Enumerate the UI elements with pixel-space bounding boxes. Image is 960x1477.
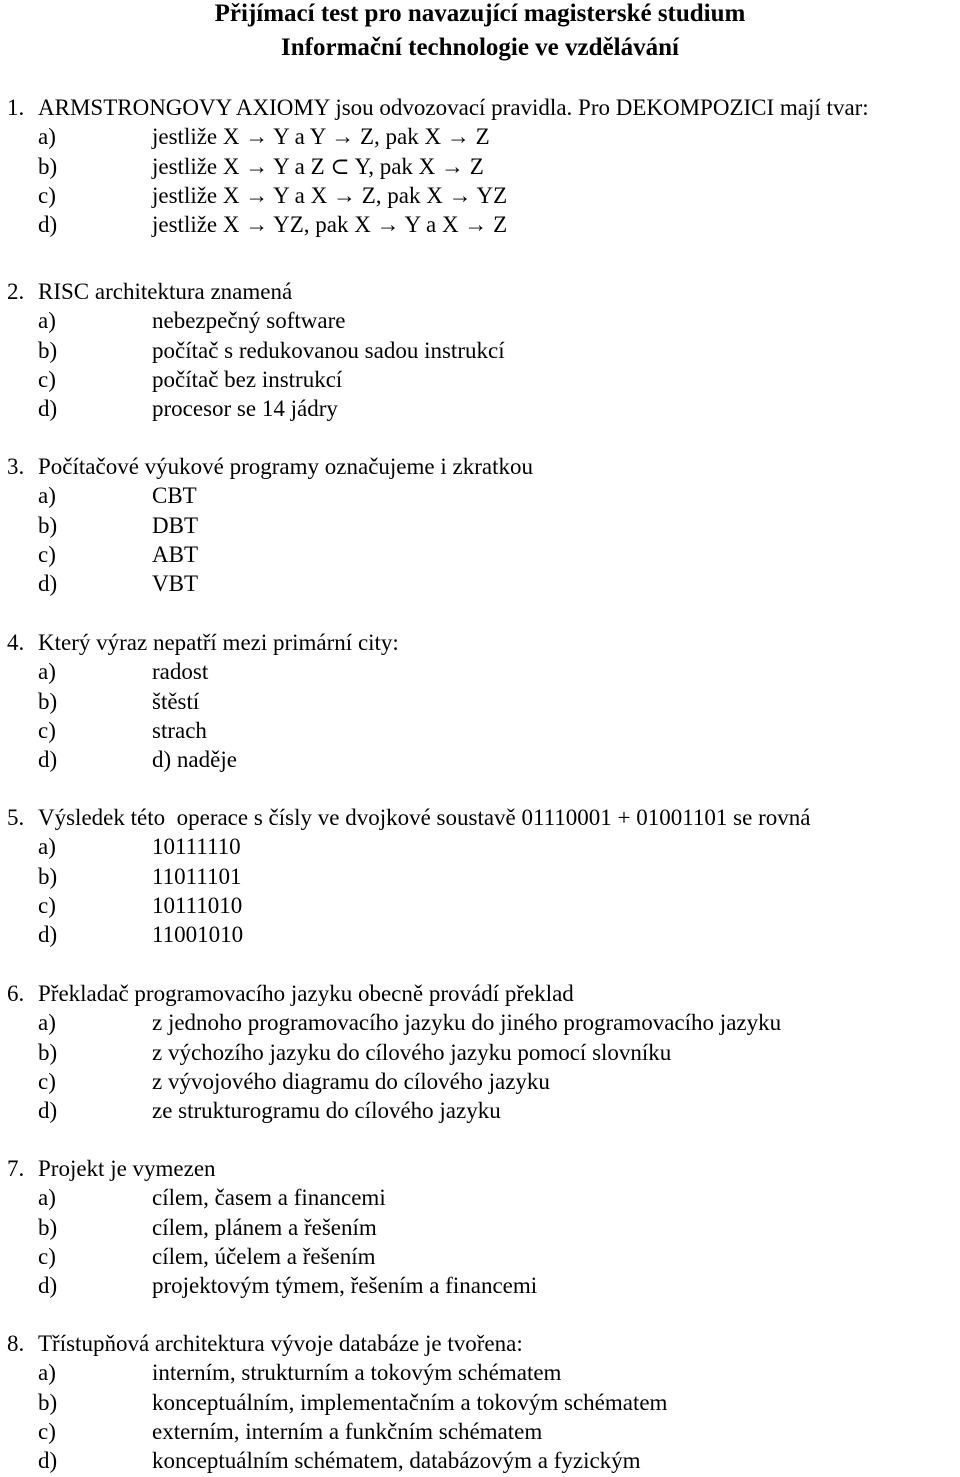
option-letter: d): [38, 747, 58, 773]
option-text: jestliže X → Y a Z ⊂ Y, pak X → Z: [152, 153, 484, 179]
page-subtitle: Informační technologie ve vzdělávání: [281, 34, 679, 61]
question-2: [0, 277, 960, 423]
question-stem: [0, 1329, 960, 1358]
option-letter: c): [38, 1243, 56, 1269]
question-text: Který výraz nepatří mezi primární city:: [38, 630, 399, 655]
option-text: CBT: [152, 483, 197, 509]
answer-option-d: [0, 1446, 960, 1475]
answer-option-a: [0, 657, 960, 686]
option-letter: b): [38, 337, 58, 363]
question-text: Výsledek této operace s čísly ve dvojkové soustavě 01110001 + 01001101 se rovná: [38, 805, 811, 830]
question-stem: [0, 628, 960, 657]
question-5: [0, 803, 960, 949]
option-text: štěstí: [152, 688, 200, 714]
question-text: Překladač programovacího jazyku obecně provádí překlad: [38, 981, 574, 1006]
option-text: DBT: [152, 512, 198, 538]
answer-option-c: [0, 540, 960, 569]
answer-option-c: [0, 1242, 960, 1271]
question-number: 7.: [7, 1156, 25, 1181]
question-text: RISC architektura znamená: [38, 279, 293, 304]
question-text: Projekt je vymezen: [38, 1156, 216, 1181]
option-letter: a): [38, 308, 56, 334]
answer-option-b: [0, 1388, 960, 1417]
option-letter: a): [38, 1185, 56, 1211]
answer-option-a: [0, 122, 960, 151]
answer-option-c: [0, 716, 960, 745]
option-text: 10111010: [152, 892, 243, 918]
question-stem: [0, 1154, 960, 1183]
answer-option-a: [0, 832, 960, 861]
option-text: počítač bez instrukcí: [152, 366, 343, 392]
option-text: nebezpečný software: [152, 308, 346, 334]
option-text: jestliže X → Y a X → Z, pak X → YZ: [152, 182, 508, 208]
option-letter: a): [38, 124, 56, 150]
answer-option-a: [0, 306, 960, 335]
answer-option-b: [0, 511, 960, 540]
option-letter: c): [38, 1418, 56, 1444]
page-title: Přijímací test pro navazující magisterské studium: [214, 0, 746, 27]
answer-option-a: [0, 1358, 960, 1387]
answer-option-c: [0, 1067, 960, 1096]
option-letter: b): [38, 1389, 58, 1415]
answer-option-c: [0, 891, 960, 920]
answer-option-b: [0, 336, 960, 365]
option-letter: d): [38, 1448, 58, 1474]
option-letter: a): [38, 483, 56, 509]
option-letter: b): [38, 1039, 58, 1065]
option-letter: a): [38, 1360, 56, 1386]
question-4: [0, 628, 960, 774]
question-number: 4.: [7, 630, 25, 655]
question-stem: [0, 979, 960, 1008]
option-text: jestliže X → Y a Y → Z, pak X → Z: [152, 124, 490, 150]
answer-option-c: [0, 1417, 960, 1446]
answer-option-a: [0, 1183, 960, 1212]
option-letter: d): [38, 571, 58, 597]
option-text: 11011101: [152, 863, 242, 889]
question-7: [0, 1154, 960, 1300]
option-letter: d): [38, 1273, 58, 1299]
option-letter: c): [38, 717, 56, 743]
option-letter: b): [38, 512, 58, 538]
answer-option-d: [0, 920, 960, 949]
option-text: cílem, časem a financemi: [152, 1185, 386, 1211]
answer-option-d: [0, 210, 960, 239]
option-letter: b): [38, 863, 58, 889]
option-text: cílem, účelem a řešením: [152, 1243, 376, 1269]
option-letter: c): [38, 892, 56, 918]
option-text: d) naděje: [152, 747, 237, 773]
answer-option-d: [0, 1271, 960, 1300]
option-letter: c): [38, 541, 56, 567]
option-text: jestliže X → YZ, pak X → Y a X → Z: [152, 212, 508, 238]
option-text: radost: [152, 659, 209, 685]
question-text: ARMSTRONGOVY AXIOMY jsou odvozovací pravidla. Pro DEKOMPOZICI mají tvar:: [38, 95, 869, 120]
option-letter: c): [38, 182, 56, 208]
option-text: cílem, plánem a řešením: [152, 1214, 377, 1240]
answer-option-c: [0, 181, 960, 210]
option-text: 10111110: [152, 834, 241, 860]
option-text: ze strukturogramu do cílového jazyku: [152, 1098, 501, 1124]
option-text: 11001010: [152, 922, 244, 948]
answer-option-d: [0, 745, 960, 774]
answer-option-b: [0, 1213, 960, 1242]
answer-option-b: [0, 687, 960, 716]
answer-option-b: [0, 1038, 960, 1067]
option-text: VBT: [152, 571, 198, 597]
question-number: 6.: [7, 981, 25, 1006]
question-number: 3.: [7, 454, 25, 479]
option-text: procesor se 14 jádry: [152, 396, 338, 422]
option-letter: b): [38, 1214, 58, 1240]
question-stem: [0, 277, 960, 306]
option-letter: d): [38, 922, 58, 948]
option-text: z vývojového diagramu do cílového jazyku: [152, 1068, 550, 1094]
question-8: [0, 1329, 960, 1475]
option-letter: a): [38, 1010, 56, 1036]
question-1: [0, 93, 960, 239]
answer-option-c: [0, 365, 960, 394]
option-letter: b): [38, 688, 58, 714]
option-text: strach: [152, 717, 207, 743]
question-3: [0, 452, 960, 598]
option-letter: d): [38, 396, 58, 422]
answer-option-d: [0, 1096, 960, 1125]
option-letter: c): [38, 1068, 56, 1094]
option-text: z jednoho programovacího jazyku do jiného programovacího jazyku: [152, 1010, 782, 1036]
answer-option-b: [0, 152, 960, 181]
option-text: počítač s redukovanou sadou instrukcí: [152, 337, 505, 363]
option-letter: a): [38, 834, 56, 860]
option-text: ABT: [152, 541, 198, 567]
option-text: konceptuálním, implementačním a tokovým schématem: [152, 1389, 668, 1415]
option-letter: d): [38, 1098, 58, 1124]
question-number: 5.: [7, 805, 25, 830]
question-number: 1.: [7, 95, 25, 120]
option-letter: c): [38, 366, 56, 392]
option-text: konceptuálním schématem, databázovým a fyzickým: [152, 1448, 641, 1474]
answer-option-d: [0, 569, 960, 598]
answer-option-b: [0, 862, 960, 891]
question-6: [0, 979, 960, 1125]
option-text: externím, interním a funkčním schématem: [152, 1418, 543, 1444]
question-number: 8.: [7, 1331, 25, 1356]
option-letter: a): [38, 659, 56, 685]
option-text: interním, strukturním a tokovým schématem: [152, 1360, 562, 1386]
question-stem: [0, 803, 960, 832]
question-text: Počítačové výukové programy označujeme i zkratkou: [38, 454, 533, 479]
option-text: projektovým týmem, řešením a financemi: [152, 1273, 538, 1299]
option-letter: d): [38, 212, 58, 238]
question-stem: [0, 452, 960, 481]
answer-option-d: [0, 394, 960, 423]
question-stem: [0, 93, 960, 122]
question-number: 2.: [7, 279, 25, 304]
option-text: z výchozího jazyku do cílového jazyku pomocí slovníku: [152, 1039, 672, 1065]
answer-option-a: [0, 481, 960, 510]
option-letter: b): [38, 153, 58, 179]
question-text: Třístupňová architektura vývoje databáze je tvořena:: [38, 1331, 523, 1356]
answer-option-a: [0, 1008, 960, 1037]
